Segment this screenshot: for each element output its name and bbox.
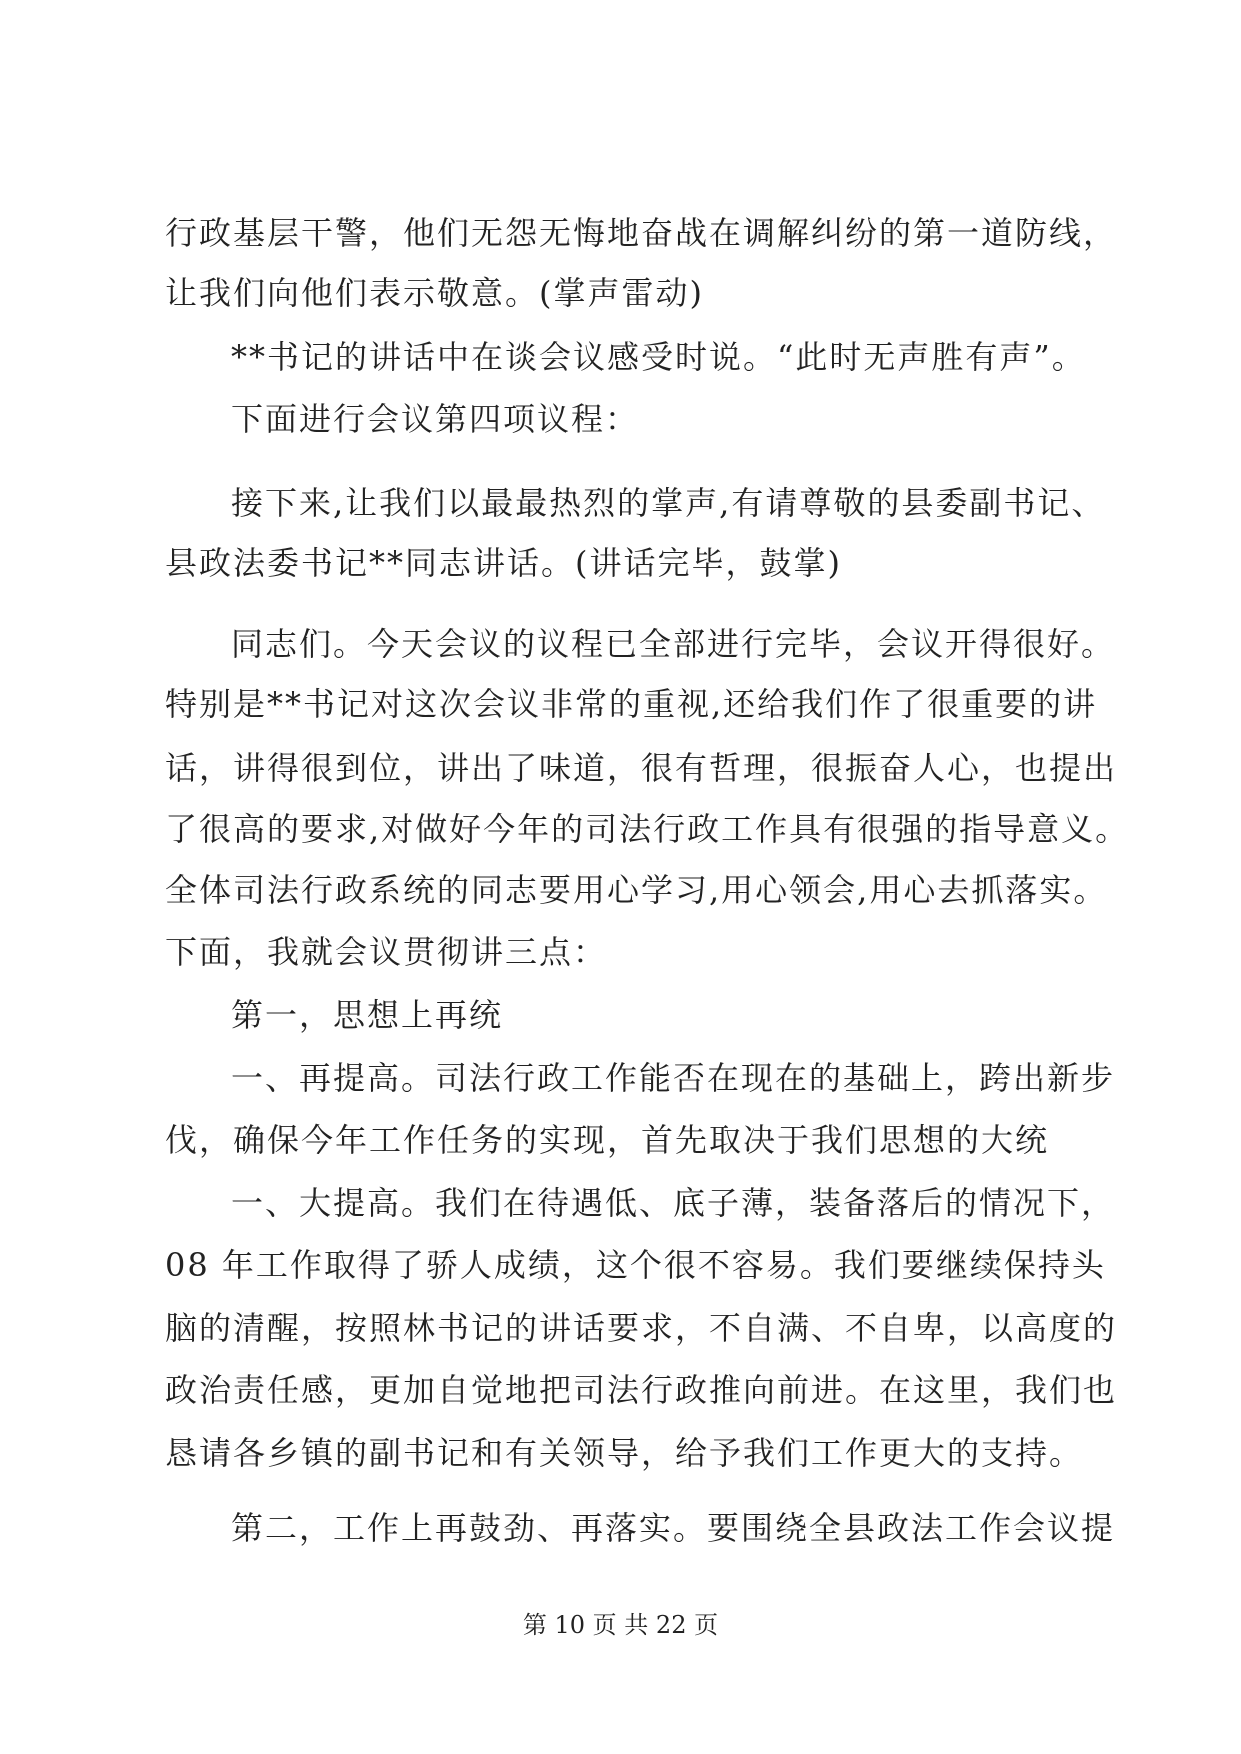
body-text-line: 恳请各乡镇的副书记和有关领导，给予我们工作更大的支持。 [165, 1434, 1084, 1472]
body-text-line: 一、大提高。我们在待遇低、底子薄，装备落后的情况下， [231, 1184, 1116, 1222]
body-text-line: 特别是**书记对这次会议非常的重视,还给我们作了很重要的讲 [165, 685, 1098, 723]
section-heading: 第一，思想上再统 [231, 996, 504, 1034]
body-text-line: 接下来,让我们以最最热烈的掌声,有请尊敬的县委副书记、 [231, 484, 1106, 522]
section-heading: 第二，工作上再鼓劲、再落实。要围绕全县政法工作会议提 [231, 1509, 1116, 1547]
body-text-line: 08 年工作取得了骄人成绩，这个很不容易。我们要继续保持头 [165, 1246, 1106, 1284]
body-text-line: 下面进行会议第四项议程： [231, 400, 640, 438]
body-text-line: **书记的讲话中在谈会议感受时说。“此时无声胜有声”。 [231, 338, 1086, 376]
body-text-line: 了很高的要求,对做好今年的司法行政工作具有很强的指导意义。 [165, 810, 1130, 848]
body-text-line: 一、再提高。司法行政工作能否在现在的基础上，跨出新步 [231, 1059, 1116, 1097]
body-text-line: 下面，我就会议贯彻讲三点： [165, 933, 608, 971]
body-text-line: 全体司法行政系统的同志要用心学习,用心领会,用心去抓落实。 [165, 871, 1108, 909]
body-text-line: 话，讲得很到位，讲出了味道，很有哲理，很振奋人心，也提出 [165, 749, 1118, 787]
body-text-line: 脑的清醒，按照林书记的讲话要求，不自满、不自卑，以高度的 [165, 1309, 1118, 1347]
body-text-line: 政治责任感，更加自觉地把司法行政推向前进。在这里，我们也 [165, 1371, 1118, 1409]
body-text-line: 伐，确保今年工作任务的实现，首先取决于我们思想的大统 [165, 1121, 1050, 1159]
body-text-line: 县政法委书记**同志讲话。(讲话完毕，鼓掌) [165, 544, 842, 582]
body-text-line: 让我们向他们表示敬意。(掌声雷动) [165, 274, 704, 312]
body-text-line: 行政基层干警，他们无怨无悔地奋战在调解纠纷的第一道防线， [165, 214, 1118, 252]
body-text-line: 同志们。今天会议的议程已全部进行完毕，会议开得很好。 [231, 625, 1116, 663]
page-footer: 第 10 页 共 22 页 [522, 1611, 719, 1639]
